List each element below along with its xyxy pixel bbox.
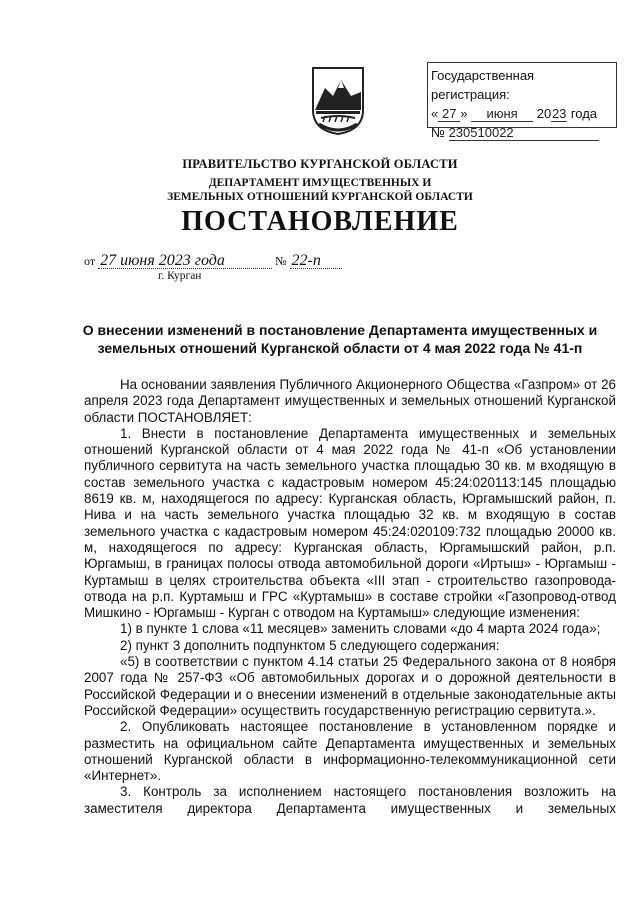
registration-stamp: [427, 62, 617, 140]
registration-day: 27: [438, 106, 460, 122]
registration-label: Государственная регистрация:: [431, 68, 535, 102]
document-body: [84, 377, 616, 817]
registration-year: 23: [551, 106, 567, 121]
body-paragraph-item-3: 3. Контроль за исполнением настоящего постановления возложить на заместителя директора Департамента имущественных и земельных: [84, 784, 616, 816]
date-number-line: от 27 июня 2023 года № 22-п: [84, 254, 342, 269]
body-paragraph-subitem-2: 2) пункт 3 дополнить подпунктом 5 следующего содержания:: [120, 637, 500, 653]
document-date: 27 июня 2023 года: [98, 254, 272, 269]
department-name-line1: ДЕПАРТАМЕНТ ИМУЩЕСТВЕННЫХ И: [208, 177, 432, 189]
registration-month: июня: [471, 106, 533, 122]
registration-date-row: « 27 » июня 2023 года: [431, 106, 598, 121]
document-number: 22-п: [290, 254, 342, 269]
department-name-line2: ЗЕМЕЛЬНЫХ ОТНОШЕНИЙ КУРГАНСКОЙ ОБЛАСТИ: [167, 191, 473, 203]
coat-of-arms-icon: [311, 66, 365, 136]
body-paragraph-item-2: 2. Опубликовать настоящее постановление в установленном порядке и разместить на официальном сайте Департамента имущественных и земельных отношений Курганской области в информационно-телекоммуникационной сети «Интернет».: [84, 719, 616, 784]
body-paragraph-preamble: На основании заявления Публичного Акционерного Общества «Газпром» от 26 апреля 2023 года Департамент имущественных и земельных отношений Курганской области ПОСТАНОВЛЯЕТ:: [84, 377, 616, 425]
document-subject: О внесении изменений в постановление Департамента имущественных и земельных отношений Курганской области от 4 мая 2022 года № 41-п: [82, 322, 598, 356]
government-name: ПРАВИТЕЛЬСТВО КУРГАНСКОЙ ОБЛАСТИ: [182, 157, 458, 171]
city-name: г. Курган: [158, 270, 202, 282]
body-paragraph-subitem-1: 1) в пункте 1 слова «11 месяцев» заменить словами «до 4 марта 2024 года»;: [120, 621, 601, 637]
body-paragraph-quote: «5) в соответствии с пунктом 4.14 статьи 25 Федерального закона от 8 ноября 2007 года № 257-ФЗ «Об автомобильных дорогах и о дорожной деятельности в Российской Федерации и о внесении изменений в отдельные законодательные акты Российской Федерации» осуществить государственную регистрацию сервитута.».: [84, 654, 616, 718]
registration-number: 230510022: [449, 125, 599, 141]
body-paragraph-item-1: 1. Внести в постановление Департамента имущественных и земельных отношений Курганской области от 4 мая 2022 года № 41-п «Об установлении публичного сервитута на часть земельного участка площадью 30 кв. м входящую в состав земельного участка с кадастровым номером 45:24:020113:145 площадью 8619 кв. м, находящегося по адресу: Курганская область, Юргамышский район, п. Нива и на часть земельного участка площадью 32 кв. м входящую в состав земельного участка с кадастровым номером 45:24:020109:732 площадью 20000 кв. м, находящегося по адресу: Курганская область, Юргамышский район, р.п. Юргамыш, в границах полосы отвода автомобильной дороги «Иртыш» - Юргамыш - Куртамыш в целях строительства объекта «III этап - строительство газопровода-отвода на р.п. Куртамыш и ГРС «Куртамыш» в составе стройки «Газопровод-отвод Мишкино - Юргамыш - Курган с отводом на Куртамыш» следующие изменения:: [84, 425, 616, 621]
registration-number-row: № 230510022: [431, 123, 616, 142]
document-type-title: ПОСТАНОВЛЕНИЕ: [181, 206, 459, 237]
